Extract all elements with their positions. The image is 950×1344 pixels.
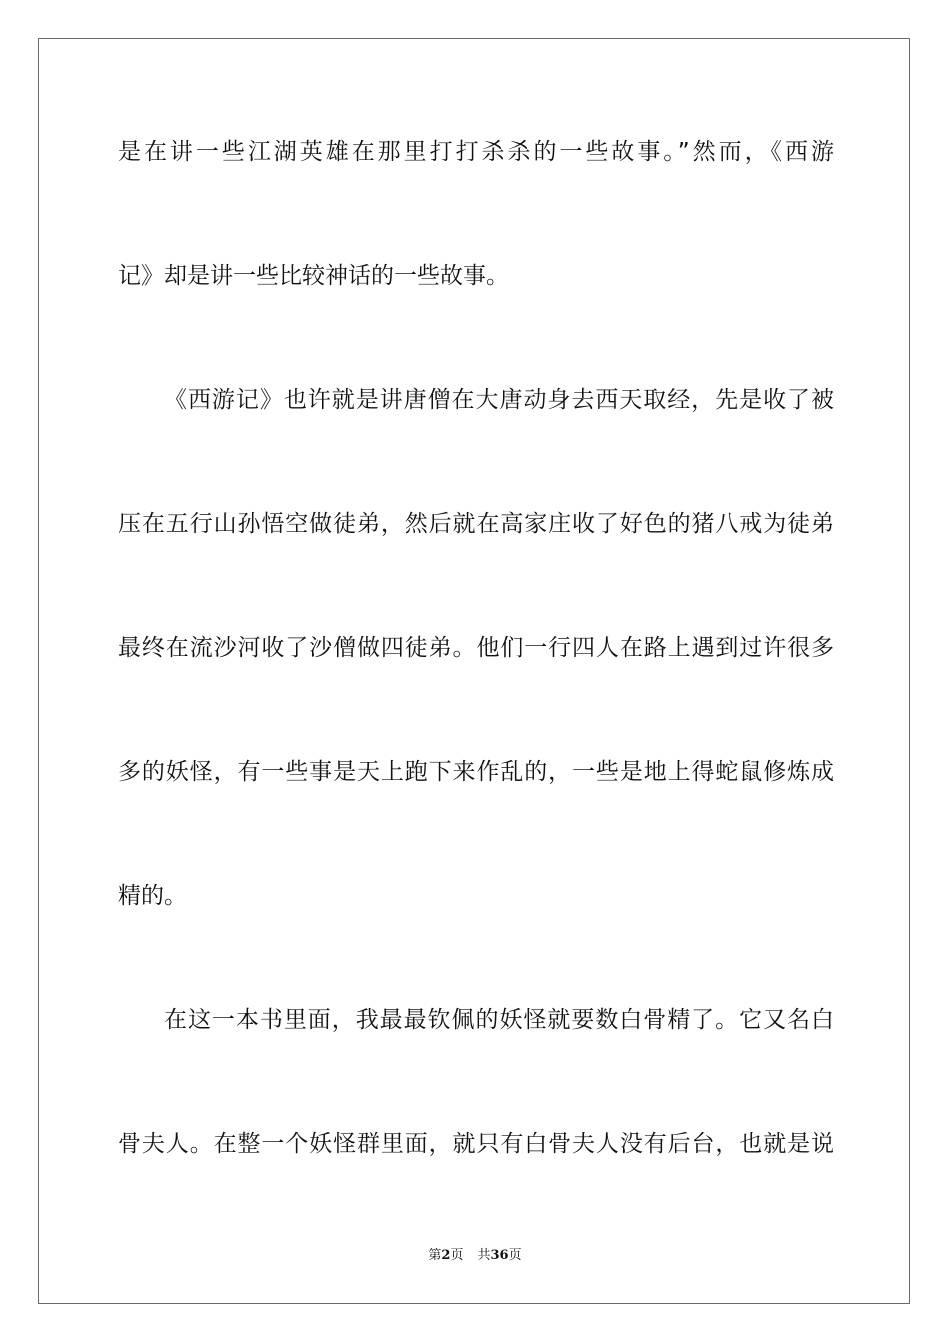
page-prefix: 第	[428, 1248, 442, 1263]
body-line-6: 多的妖怪，有一些事是天上跑下来作乱的，一些是地上得蛇鼠修炼成	[118, 759, 834, 785]
body-line-5: 最终在流沙河收了沙僧做四徒弟。他们一行四人在路上遇到过许很多	[118, 635, 834, 661]
body-line-2: 记》却是讲一些比较神话的一些故事。	[118, 263, 509, 289]
body-line-7: 精的。	[118, 883, 187, 909]
page-number: 2	[441, 1248, 451, 1263]
page-suffix: 页	[450, 1248, 464, 1263]
total-pages: 36	[490, 1248, 509, 1263]
body-line-8: 在这一本书里面，我最最钦佩的妖怪就要数白骨精了。它又名白	[164, 1007, 834, 1033]
total-prefix: 共	[477, 1248, 491, 1263]
body-line-3: 《西游记》也许就是讲唐僧在大唐动身去西天取经，先是收了被	[164, 387, 834, 413]
page-footer	[0, 1247, 950, 1265]
body-line-1: 是在讲一些江湖英雄在那里打打杀杀的一些故事。”然而，《西游	[118, 139, 834, 165]
body-line-9: 骨夫人。在整一个妖怪群里面，就只有白骨夫人没有后台，也就是说	[118, 1131, 834, 1157]
body-line-4: 压在五行山孙悟空做徒弟，然后就在高家庄收了好色的猪八戒为徒弟	[118, 511, 834, 537]
page-border	[38, 38, 910, 1304]
total-suffix: 页	[508, 1248, 522, 1263]
